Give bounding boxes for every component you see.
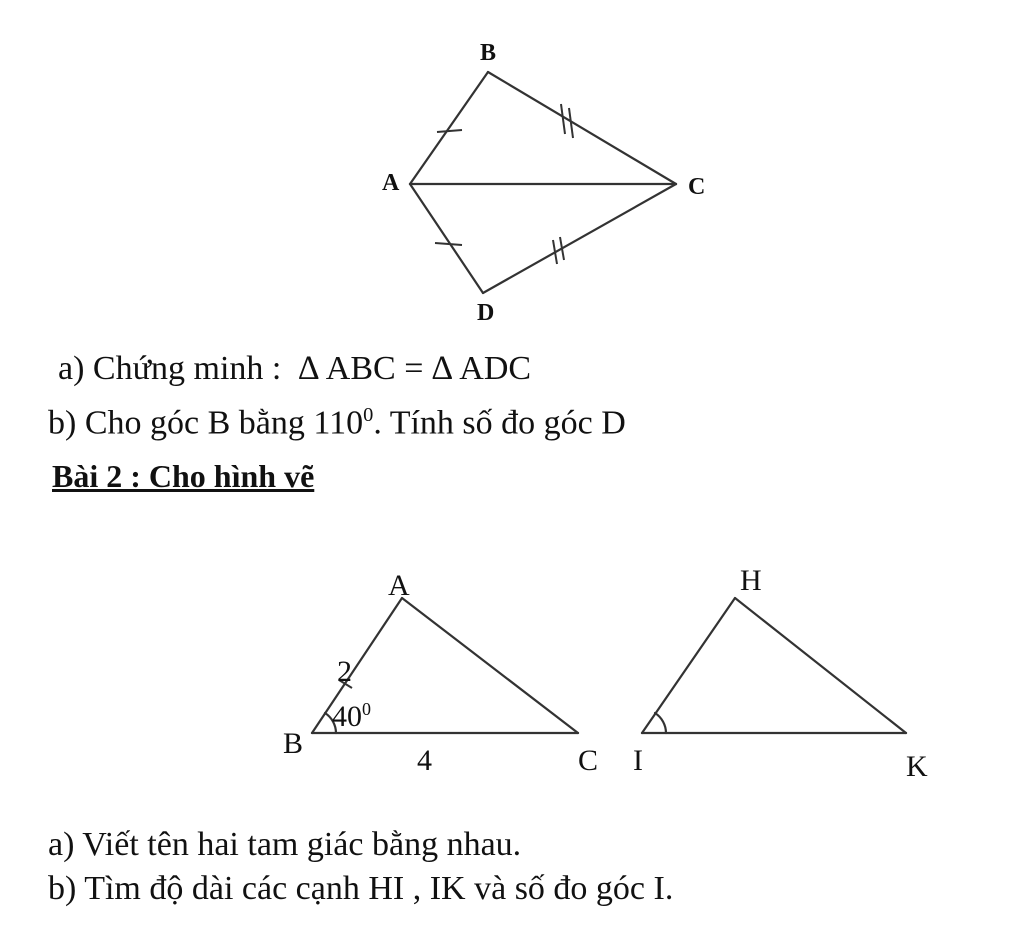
- vertex-label-b2: B: [283, 727, 304, 760]
- tick-ad: [435, 243, 462, 245]
- question-1b-prefix: b) Cho góc B bằng: [48, 404, 305, 442]
- side-bc-length: 4: [417, 744, 432, 777]
- angle-i-arc: [655, 713, 666, 733]
- tick-ab: [437, 130, 462, 132]
- vertex-label-a2: A: [388, 569, 410, 602]
- figure-triangle-hik: [633, 564, 928, 783]
- vertex-label-a1: A: [382, 170, 400, 196]
- question-1b-degree: 0: [363, 404, 374, 426]
- vertex-label-i: I: [633, 744, 643, 777]
- vertex-label-h: H: [740, 564, 762, 597]
- bai2-heading: Bài 2 : Cho hình vẽ: [52, 458, 315, 494]
- vertex-label-d1: D: [477, 300, 495, 326]
- vertex-label-k: K: [906, 750, 928, 783]
- side-ab-length: 2: [337, 655, 352, 688]
- angle-b-label: $40^0$: [332, 699, 371, 733]
- segment-bc: [488, 72, 676, 184]
- question-2a: a) Viết tên hai tam giác bằng nhau.: [48, 826, 522, 863]
- figure-triangle-abc: [283, 569, 598, 777]
- segment-ac2: [402, 598, 578, 733]
- tick-bc-1: [561, 104, 565, 134]
- segment-dc: [483, 184, 676, 293]
- question-1b: [48, 404, 626, 442]
- vertex-label-c2: C: [578, 744, 599, 777]
- vertex-label-c1: C: [688, 174, 706, 200]
- question-1b-angle: 110: [313, 404, 364, 442]
- segment-ad: [410, 184, 483, 293]
- figure-abcd: [382, 40, 705, 326]
- vertex-label-b1: B: [480, 40, 497, 66]
- question-1a-label: a) Chứng minh :: [58, 350, 282, 387]
- question-2b: b) Tìm độ dài các cạnh HI , IK và số đo góc I.: [48, 870, 674, 907]
- segment-ab: [410, 72, 488, 184]
- question-1a-expression: ∆ ABC = ∆ ADC: [298, 350, 532, 387]
- segment-hk: [735, 598, 906, 733]
- question-1a: [58, 350, 531, 388]
- question-1b-suffix: . Tính số đo góc D: [373, 404, 626, 442]
